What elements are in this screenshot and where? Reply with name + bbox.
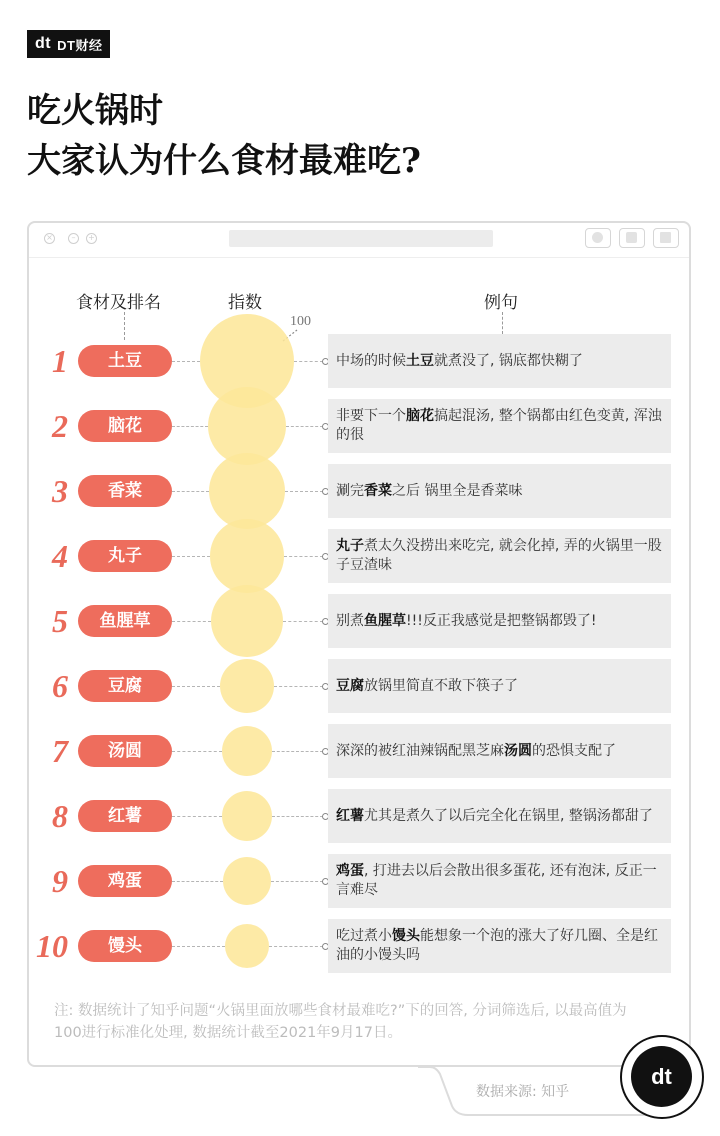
example-keyword: 香菜 (364, 482, 392, 499)
example-keyword: 土豆 (406, 352, 434, 369)
example-segment: 深深的被红油辣锅配黑芝麻 (336, 742, 504, 759)
rank-number: 3 (52, 473, 68, 509)
home-icon (619, 228, 645, 248)
example-keyword: 鱼腥草 (364, 612, 406, 629)
minimize-icon: – (68, 233, 79, 244)
data-source: 数据来源: 知乎 (476, 1084, 570, 1100)
row-connector-right (284, 556, 323, 557)
header-rank: 食材及排名 (76, 293, 161, 313)
example-quote (328, 529, 671, 583)
ingredient-label: 馒头 (78, 930, 172, 962)
row-connector-left (172, 491, 209, 492)
example-segment: 的恐惧支配了 (532, 742, 616, 759)
example-keyword: 汤圆 (504, 742, 532, 759)
window-icon (653, 228, 679, 248)
example-text (336, 352, 583, 371)
row-connector-right (285, 491, 323, 492)
title-line-1: 吃火锅时 (27, 91, 163, 131)
header-index: 指数 (228, 293, 262, 313)
example-keyword: 丸子 (336, 538, 364, 554)
example-text (336, 407, 663, 445)
example-quote (328, 659, 671, 713)
example-text (336, 927, 663, 965)
row-connector-left (172, 946, 225, 947)
brand-name: DT财经 (57, 37, 103, 53)
example-keyword: 脑花 (406, 408, 434, 424)
dt-logo-mark: dt (631, 1046, 692, 1107)
row-connector-left (172, 556, 210, 557)
example-keyword: 鸡蛋 (336, 863, 364, 879)
rank-number: 6 (52, 668, 68, 704)
record-icon (585, 228, 611, 248)
row-connector-left (172, 881, 223, 882)
row-connector-left (172, 621, 211, 622)
rank-number: 7 (52, 733, 68, 769)
example-segment: 搞起混汤, 整个锅都由红色变黄, 浑浊的很 (336, 408, 662, 443)
rank-number: 4 (52, 538, 68, 574)
example-quote (328, 919, 671, 973)
example-segment: 煮太久没捞出来吃完, 就会化掉, 弄的火锅里一股子豆渣味 (336, 538, 662, 573)
example-text (336, 742, 616, 761)
ingredient-label: 鱼腥草 (78, 605, 172, 637)
rank-header-guide (124, 312, 125, 340)
row-connector-right (274, 686, 323, 687)
index-bubble (211, 585, 283, 657)
example-segment: 能想象一个泡的涨大了好几圈、全是红油的小馒头吗 (336, 928, 658, 963)
max-value-label: 100 (290, 314, 311, 329)
example-text (336, 612, 596, 631)
rank-number: 2 (52, 408, 68, 444)
window-divider (29, 257, 689, 258)
example-segment: 涮完 (336, 482, 364, 499)
row-connector-left (172, 751, 222, 752)
example-quote (328, 594, 671, 648)
row-connector-right (294, 361, 323, 362)
example-segment: 非要下一个 (336, 408, 406, 424)
row-connector-right (269, 946, 323, 947)
example-quote (328, 789, 671, 843)
example-segment: 中场的时候 (336, 352, 406, 369)
example-segment: 尤其是煮久了以后完全化在锅里, 整锅汤都甜了 (364, 807, 653, 824)
example-text (336, 677, 518, 696)
dt-round-logo (620, 1035, 704, 1119)
row-connector-right (272, 816, 323, 817)
example-text (336, 537, 663, 575)
row-connector-right (283, 621, 323, 622)
rank-number: 9 (52, 863, 68, 899)
example-keyword: 红薯 (336, 807, 364, 824)
address-bar (229, 230, 493, 247)
row-connector-right (286, 426, 323, 427)
rank-number: 1 (52, 343, 68, 379)
index-bubble (210, 519, 283, 592)
window-title-bar (29, 223, 689, 257)
brand-badge (27, 30, 110, 58)
title-line-2: 大家认为什么食材最难吃? (27, 141, 421, 181)
example-segment: 别煮 (336, 612, 364, 629)
close-icon: × (44, 233, 55, 244)
rank-number: 10 (36, 928, 68, 964)
row-connector-left (172, 361, 200, 362)
example-header-guide (502, 312, 503, 334)
example-text (336, 482, 522, 501)
ingredient-label: 汤圆 (78, 735, 172, 767)
example-quote (328, 399, 671, 453)
example-segment: , 打进去以后会散出很多蛋花, 还有泡沫, 反正一言难尽 (336, 863, 657, 898)
ingredient-label: 豆腐 (78, 670, 172, 702)
rank-number: 5 (52, 603, 68, 639)
example-quote (328, 854, 671, 908)
example-quote (328, 464, 671, 518)
example-text (336, 862, 663, 900)
maximize-icon: + (86, 233, 97, 244)
row-connector-left (172, 426, 208, 427)
example-keyword: 豆腐 (336, 677, 364, 694)
row-connector-right (272, 751, 323, 752)
example-text (336, 807, 653, 826)
example-segment: 放锅里简直不敢下筷子了 (364, 677, 518, 694)
example-quote (328, 334, 671, 388)
page-title (27, 86, 421, 186)
ingredient-label: 土豆 (78, 345, 172, 377)
header-example: 例句 (484, 293, 518, 313)
rank-number: 8 (52, 798, 68, 834)
ingredient-label: 香菜 (78, 475, 172, 507)
row-connector-right (271, 881, 323, 882)
example-segment: 就煮没了, 锅底都快糊了 (434, 352, 583, 369)
dt-logo-icon: dt (35, 35, 52, 52)
example-segment: 吃过煮小 (336, 928, 392, 944)
example-segment: 之后 锅里全是香菜味 (392, 482, 523, 499)
example-quote (328, 724, 671, 778)
ingredient-label: 丸子 (78, 540, 172, 572)
row-connector-left (172, 816, 222, 817)
footnote: 注: 数据统计了知乎问题“火锅里面放哪些食材最难吃?”下的回答, 分词筛选后, 以最高值为100进行标准化处理, 数据统计截至2021年9月17日。 (54, 1003, 627, 1041)
ingredient-label: 鸡蛋 (78, 865, 172, 897)
example-keyword: 馒头 (392, 928, 420, 944)
ingredient-label: 脑花 (78, 410, 172, 442)
row-connector-left (172, 686, 220, 687)
index-bubble (209, 453, 285, 529)
ingredient-label: 红薯 (78, 800, 172, 832)
example-segment: !!!反正我感觉是把整锅都毁了! (406, 612, 597, 629)
index-bubble (225, 924, 269, 968)
